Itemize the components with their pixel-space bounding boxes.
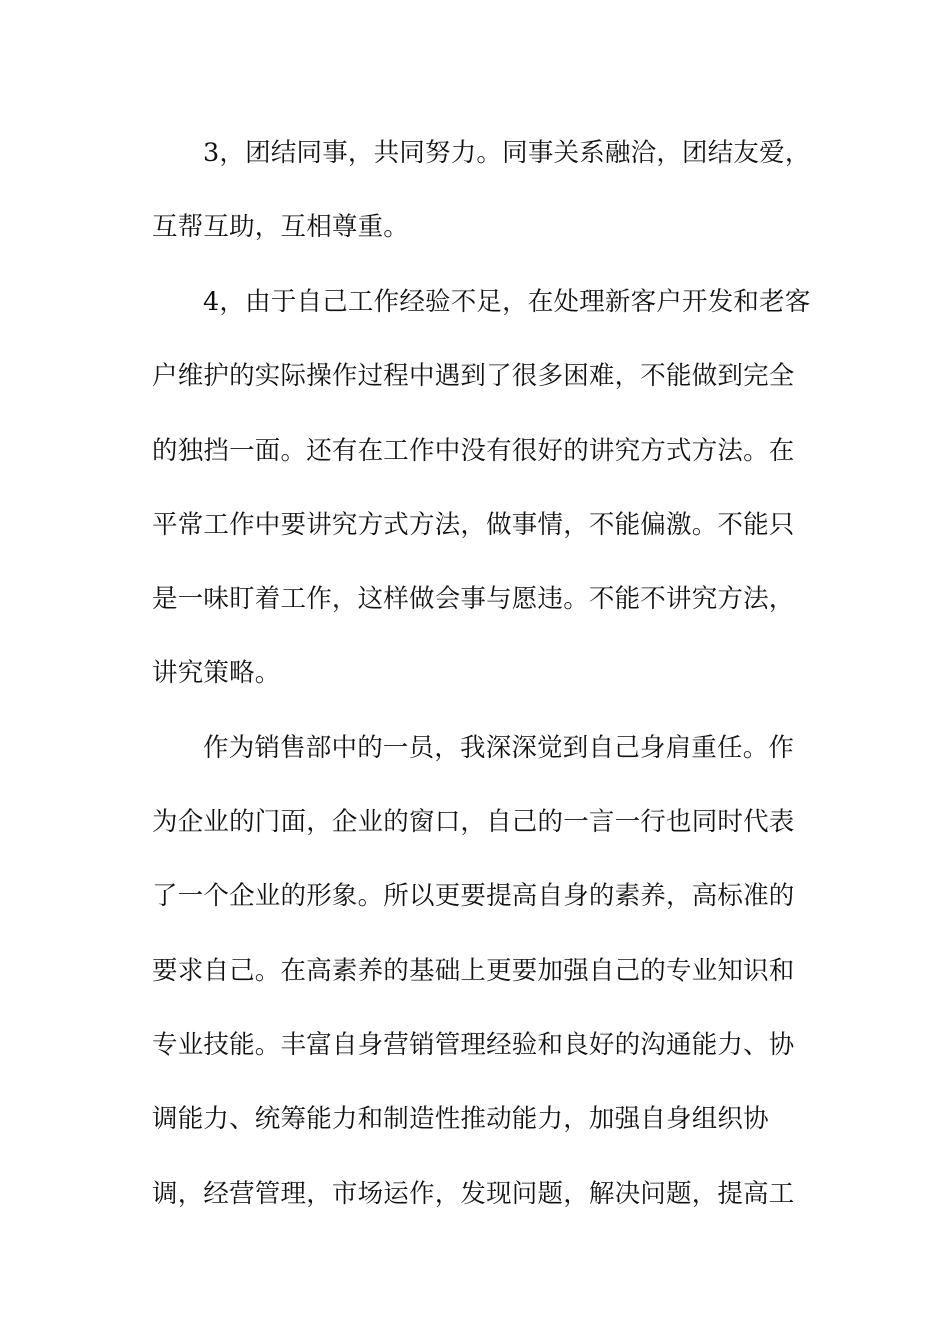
paragraph-line: 户维护的实际操作过程中遇到了很多困难，不能做到完全 bbox=[152, 361, 795, 391]
paragraph-line: 3，团结同事，共同努力。同事关系融洽，团结友爱， bbox=[203, 138, 811, 168]
paragraph-line: 为企业的门面，企业的窗口，自己的一言一行也同时代表 bbox=[152, 807, 795, 837]
paragraph-line: 是一味盯着工作，这样做会事与愿违。不能不讲究方法， bbox=[152, 584, 795, 614]
paragraph-line: 作为销售部中的一员，我深深觉到自己身肩重任。作 bbox=[203, 733, 795, 763]
paragraph-line: 互帮互助，互相尊重。 bbox=[152, 212, 410, 242]
paragraph-line: 4，由于自己工作经验不足，在处理新客户开发和老客 bbox=[203, 287, 811, 317]
paragraph-line: 调，经营管理，市场运作，发现问题，解决问题，提高工 bbox=[152, 1179, 795, 1209]
paragraph-line: 的独挡一面。还有在工作中没有很好的讲究方式方法。在 bbox=[152, 436, 795, 466]
paragraph-line: 了一个企业的形象。所以更要提高自身的素养，高标准的 bbox=[152, 881, 795, 911]
paragraph-line: 讲究策略。 bbox=[152, 658, 281, 688]
paragraph-line: 调能力、统筹能力和制造性推动能力，加强自身组织协 bbox=[152, 1104, 769, 1134]
paragraph-line: 平常工作中要讲究方式方法，做事情，不能偏激。不能只 bbox=[152, 510, 795, 540]
paragraph-line: 专业技能。丰富自身营销管理经验和良好的沟通能力、协 bbox=[152, 1030, 795, 1060]
paragraph-line: 要求自己。在高素养的基础上更要加强自己的专业知识和 bbox=[152, 956, 795, 986]
